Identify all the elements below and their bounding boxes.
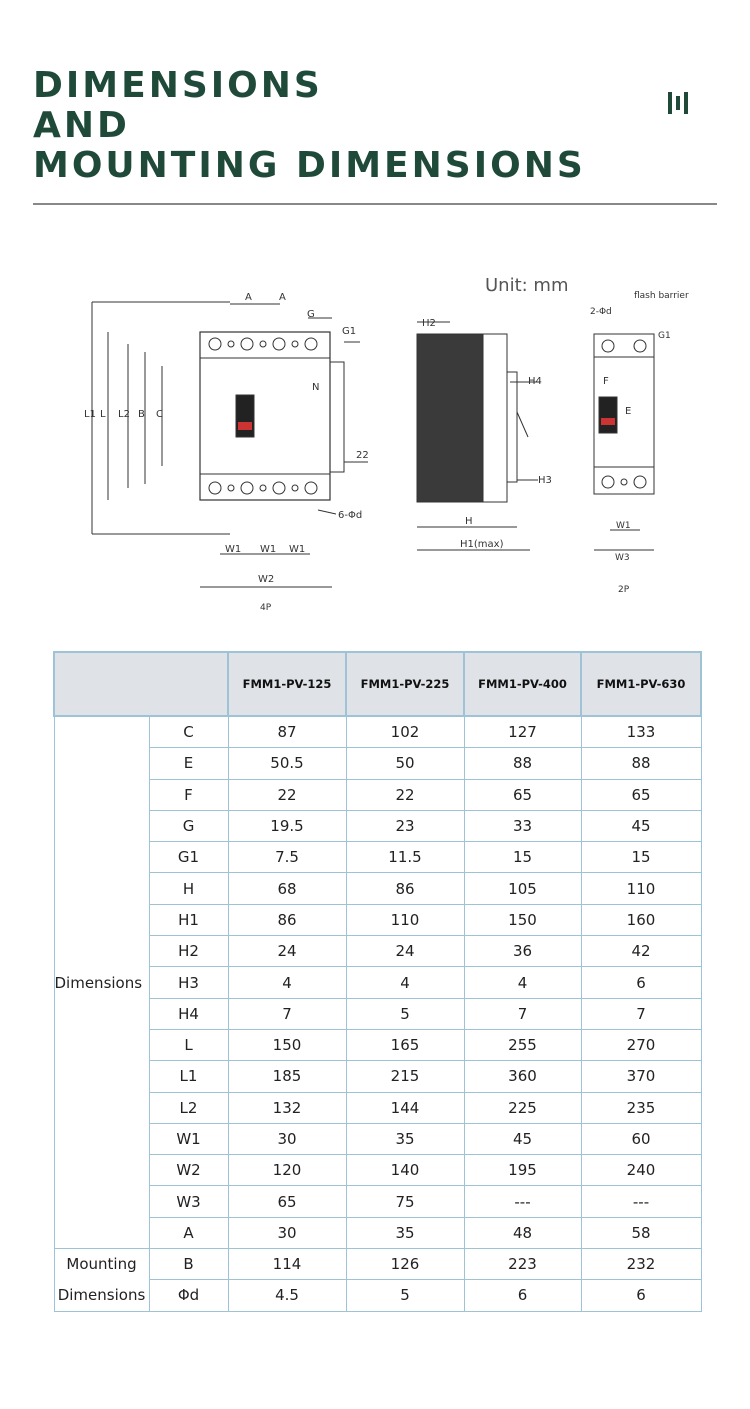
value-cell: 68 <box>228 873 346 904</box>
value-cell: 35 <box>346 1217 464 1248</box>
param-cell: L2 <box>149 1092 228 1123</box>
value-cell: 11.5 <box>346 842 464 873</box>
value-cell: 105 <box>464 873 581 904</box>
param-cell: E <box>149 748 228 779</box>
label-c: C <box>156 409 163 420</box>
value-cell: 65 <box>228 1186 346 1217</box>
value-cell: 7.5 <box>228 842 346 873</box>
value-cell: 65 <box>581 779 701 810</box>
value-cell: 24 <box>346 936 464 967</box>
value-cell: 33 <box>464 810 581 841</box>
param-cell: H <box>149 873 228 904</box>
value-cell: 4 <box>464 967 581 998</box>
table-row <box>54 873 701 904</box>
value-cell: 42 <box>581 936 701 967</box>
value-cell: 60 <box>581 1123 701 1154</box>
group-mounting-line1: Mounting <box>54 1249 149 1280</box>
unit-label: Unit: mm <box>485 275 569 296</box>
value-cell: 7 <box>581 998 701 1029</box>
table-row <box>54 1280 701 1311</box>
value-cell: 7 <box>228 998 346 1029</box>
value-cell: 30 <box>228 1217 346 1248</box>
label-2p-g1: G1 <box>658 331 671 341</box>
value-cell: 255 <box>464 1029 581 1060</box>
value-cell: 24 <box>228 936 346 967</box>
value-cell: 15 <box>581 842 701 873</box>
value-cell: 225 <box>464 1092 581 1123</box>
label-w3: W3 <box>615 553 630 563</box>
param-cell: H2 <box>149 936 228 967</box>
value-cell: 48 <box>464 1217 581 1248</box>
value-cell: 6 <box>464 1280 581 1311</box>
table-row <box>54 1186 701 1217</box>
value-cell: 15 <box>464 842 581 873</box>
param-cell: L1 <box>149 1061 228 1092</box>
group-mounting-line2: Dimensions <box>54 1280 149 1311</box>
value-cell: 160 <box>581 904 701 935</box>
table-row <box>54 1217 701 1248</box>
page-header <box>33 66 723 186</box>
table-row <box>54 1092 701 1123</box>
value-cell: 75 <box>346 1186 464 1217</box>
label-flash-barrier: flash barrier <box>634 291 689 301</box>
model-header: FMM1-PV-225 <box>346 652 464 716</box>
value-cell: 114 <box>228 1249 346 1280</box>
value-cell: 45 <box>581 810 701 841</box>
view-4p <box>84 292 369 613</box>
param-cell: Φd <box>149 1280 228 1311</box>
label-w1a: W1 <box>225 544 242 555</box>
value-cell: 5 <box>346 1280 464 1311</box>
value-cell: 232 <box>581 1249 701 1280</box>
table-row <box>54 998 701 1029</box>
value-cell: 185 <box>228 1061 346 1092</box>
value-cell: 50.5 <box>228 748 346 779</box>
param-cell: L <box>149 1029 228 1060</box>
value-cell: 195 <box>464 1155 581 1186</box>
param-cell: A <box>149 1217 228 1248</box>
param-cell: B <box>149 1249 228 1280</box>
label-h3: H3 <box>538 475 552 486</box>
value-cell: --- <box>581 1186 701 1217</box>
table-row <box>54 716 701 748</box>
bars-icon <box>668 92 688 114</box>
value-cell: 4 <box>228 967 346 998</box>
label-w1c: W1 <box>289 544 306 555</box>
value-cell: 88 <box>464 748 581 779</box>
label-h4: H4 <box>528 376 542 387</box>
param-cell: G1 <box>149 842 228 873</box>
value-cell: 127 <box>464 716 581 748</box>
param-cell: C <box>149 716 228 748</box>
value-cell: 120 <box>228 1155 346 1186</box>
table-header-row <box>54 652 701 716</box>
table-row <box>54 1061 701 1092</box>
label-n: N <box>312 382 320 393</box>
label-l1: L1 <box>84 409 96 420</box>
header-divider <box>33 203 717 205</box>
value-cell: 86 <box>346 873 464 904</box>
value-cell: 6 <box>581 967 701 998</box>
table-row <box>54 748 701 779</box>
value-cell: 110 <box>581 873 701 904</box>
value-cell: 30 <box>228 1123 346 1154</box>
value-cell: 36 <box>464 936 581 967</box>
value-cell: 23 <box>346 810 464 841</box>
value-cell: 87 <box>228 716 346 748</box>
value-cell: 240 <box>581 1155 701 1186</box>
label-22: 22 <box>356 450 369 461</box>
table-row <box>54 967 701 998</box>
label-w1b: W1 <box>260 544 277 555</box>
table-row <box>54 810 701 841</box>
value-cell: 58 <box>581 1217 701 1248</box>
value-cell: 45 <box>464 1123 581 1154</box>
value-cell: 22 <box>346 779 464 810</box>
value-cell: 7 <box>464 998 581 1029</box>
label-l: L <box>100 409 106 420</box>
value-cell: 19.5 <box>228 810 346 841</box>
value-cell: 370 <box>581 1061 701 1092</box>
param-cell: W2 <box>149 1155 228 1186</box>
label-f: F <box>603 376 609 387</box>
value-cell: 4.5 <box>228 1280 346 1311</box>
caption-2p: 2P <box>618 585 630 595</box>
label-b: B <box>138 409 145 420</box>
dimension-drawing <box>70 262 710 622</box>
view-2p <box>590 291 689 595</box>
value-cell: 165 <box>346 1029 464 1060</box>
param-cell: F <box>149 779 228 810</box>
table-row <box>54 1249 701 1280</box>
header-blank-cell <box>54 652 228 716</box>
param-cell: G <box>149 810 228 841</box>
model-header: FMM1-PV-630 <box>581 652 701 716</box>
value-cell: 86 <box>228 904 346 935</box>
label-phi: 6-Φd <box>338 510 363 521</box>
label-a2: A <box>279 292 286 303</box>
model-header: FMM1-PV-400 <box>464 652 581 716</box>
label-g: G <box>307 309 315 320</box>
spec-table <box>53 651 702 1312</box>
value-cell: 6 <box>581 1280 701 1311</box>
value-cell: 22 <box>228 779 346 810</box>
value-cell: 215 <box>346 1061 464 1092</box>
value-cell: 35 <box>346 1123 464 1154</box>
label-2p-w1: W1 <box>616 521 631 531</box>
label-w2: W2 <box>258 574 275 585</box>
value-cell: --- <box>464 1186 581 1217</box>
table-row <box>54 779 701 810</box>
value-cell: 133 <box>581 716 701 748</box>
table-row <box>54 1155 701 1186</box>
table-row <box>54 936 701 967</box>
group-dimensions: Dimensions <box>54 716 149 1249</box>
param-cell: H1 <box>149 904 228 935</box>
table-row <box>54 904 701 935</box>
value-cell: 223 <box>464 1249 581 1280</box>
table-row <box>54 1029 701 1060</box>
label-l2: L2 <box>118 409 130 420</box>
table-row <box>54 1123 701 1154</box>
view-side <box>417 318 552 550</box>
value-cell: 102 <box>346 716 464 748</box>
table-row <box>54 842 701 873</box>
label-h: H <box>465 516 473 527</box>
label-h2: H2 <box>422 318 436 329</box>
label-2phi: 2-Φd <box>590 307 612 317</box>
param-cell: W1 <box>149 1123 228 1154</box>
value-cell: 140 <box>346 1155 464 1186</box>
caption-4p: 4P <box>260 603 272 613</box>
label-e: E <box>625 406 632 417</box>
label-g1: G1 <box>342 326 357 337</box>
title-line-3: MOUNTING DIMENSIONS <box>33 145 586 186</box>
value-cell: 4 <box>346 967 464 998</box>
value-cell: 132 <box>228 1092 346 1123</box>
param-cell: W3 <box>149 1186 228 1217</box>
param-cell: H4 <box>149 998 228 1029</box>
value-cell: 88 <box>581 748 701 779</box>
title-line-1: DIMENSIONS <box>33 65 323 106</box>
value-cell: 65 <box>464 779 581 810</box>
label-h1: H1(max) <box>460 539 504 550</box>
value-cell: 5 <box>346 998 464 1029</box>
value-cell: 235 <box>581 1092 701 1123</box>
value-cell: 110 <box>346 904 464 935</box>
param-cell: H3 <box>149 967 228 998</box>
value-cell: 150 <box>464 904 581 935</box>
value-cell: 126 <box>346 1249 464 1280</box>
model-header: FMM1-PV-125 <box>228 652 346 716</box>
value-cell: 144 <box>346 1092 464 1123</box>
value-cell: 50 <box>346 748 464 779</box>
value-cell: 360 <box>464 1061 581 1092</box>
title-line-2: AND <box>33 105 130 146</box>
value-cell: 270 <box>581 1029 701 1060</box>
label-a1: A <box>245 292 252 303</box>
value-cell: 150 <box>228 1029 346 1060</box>
